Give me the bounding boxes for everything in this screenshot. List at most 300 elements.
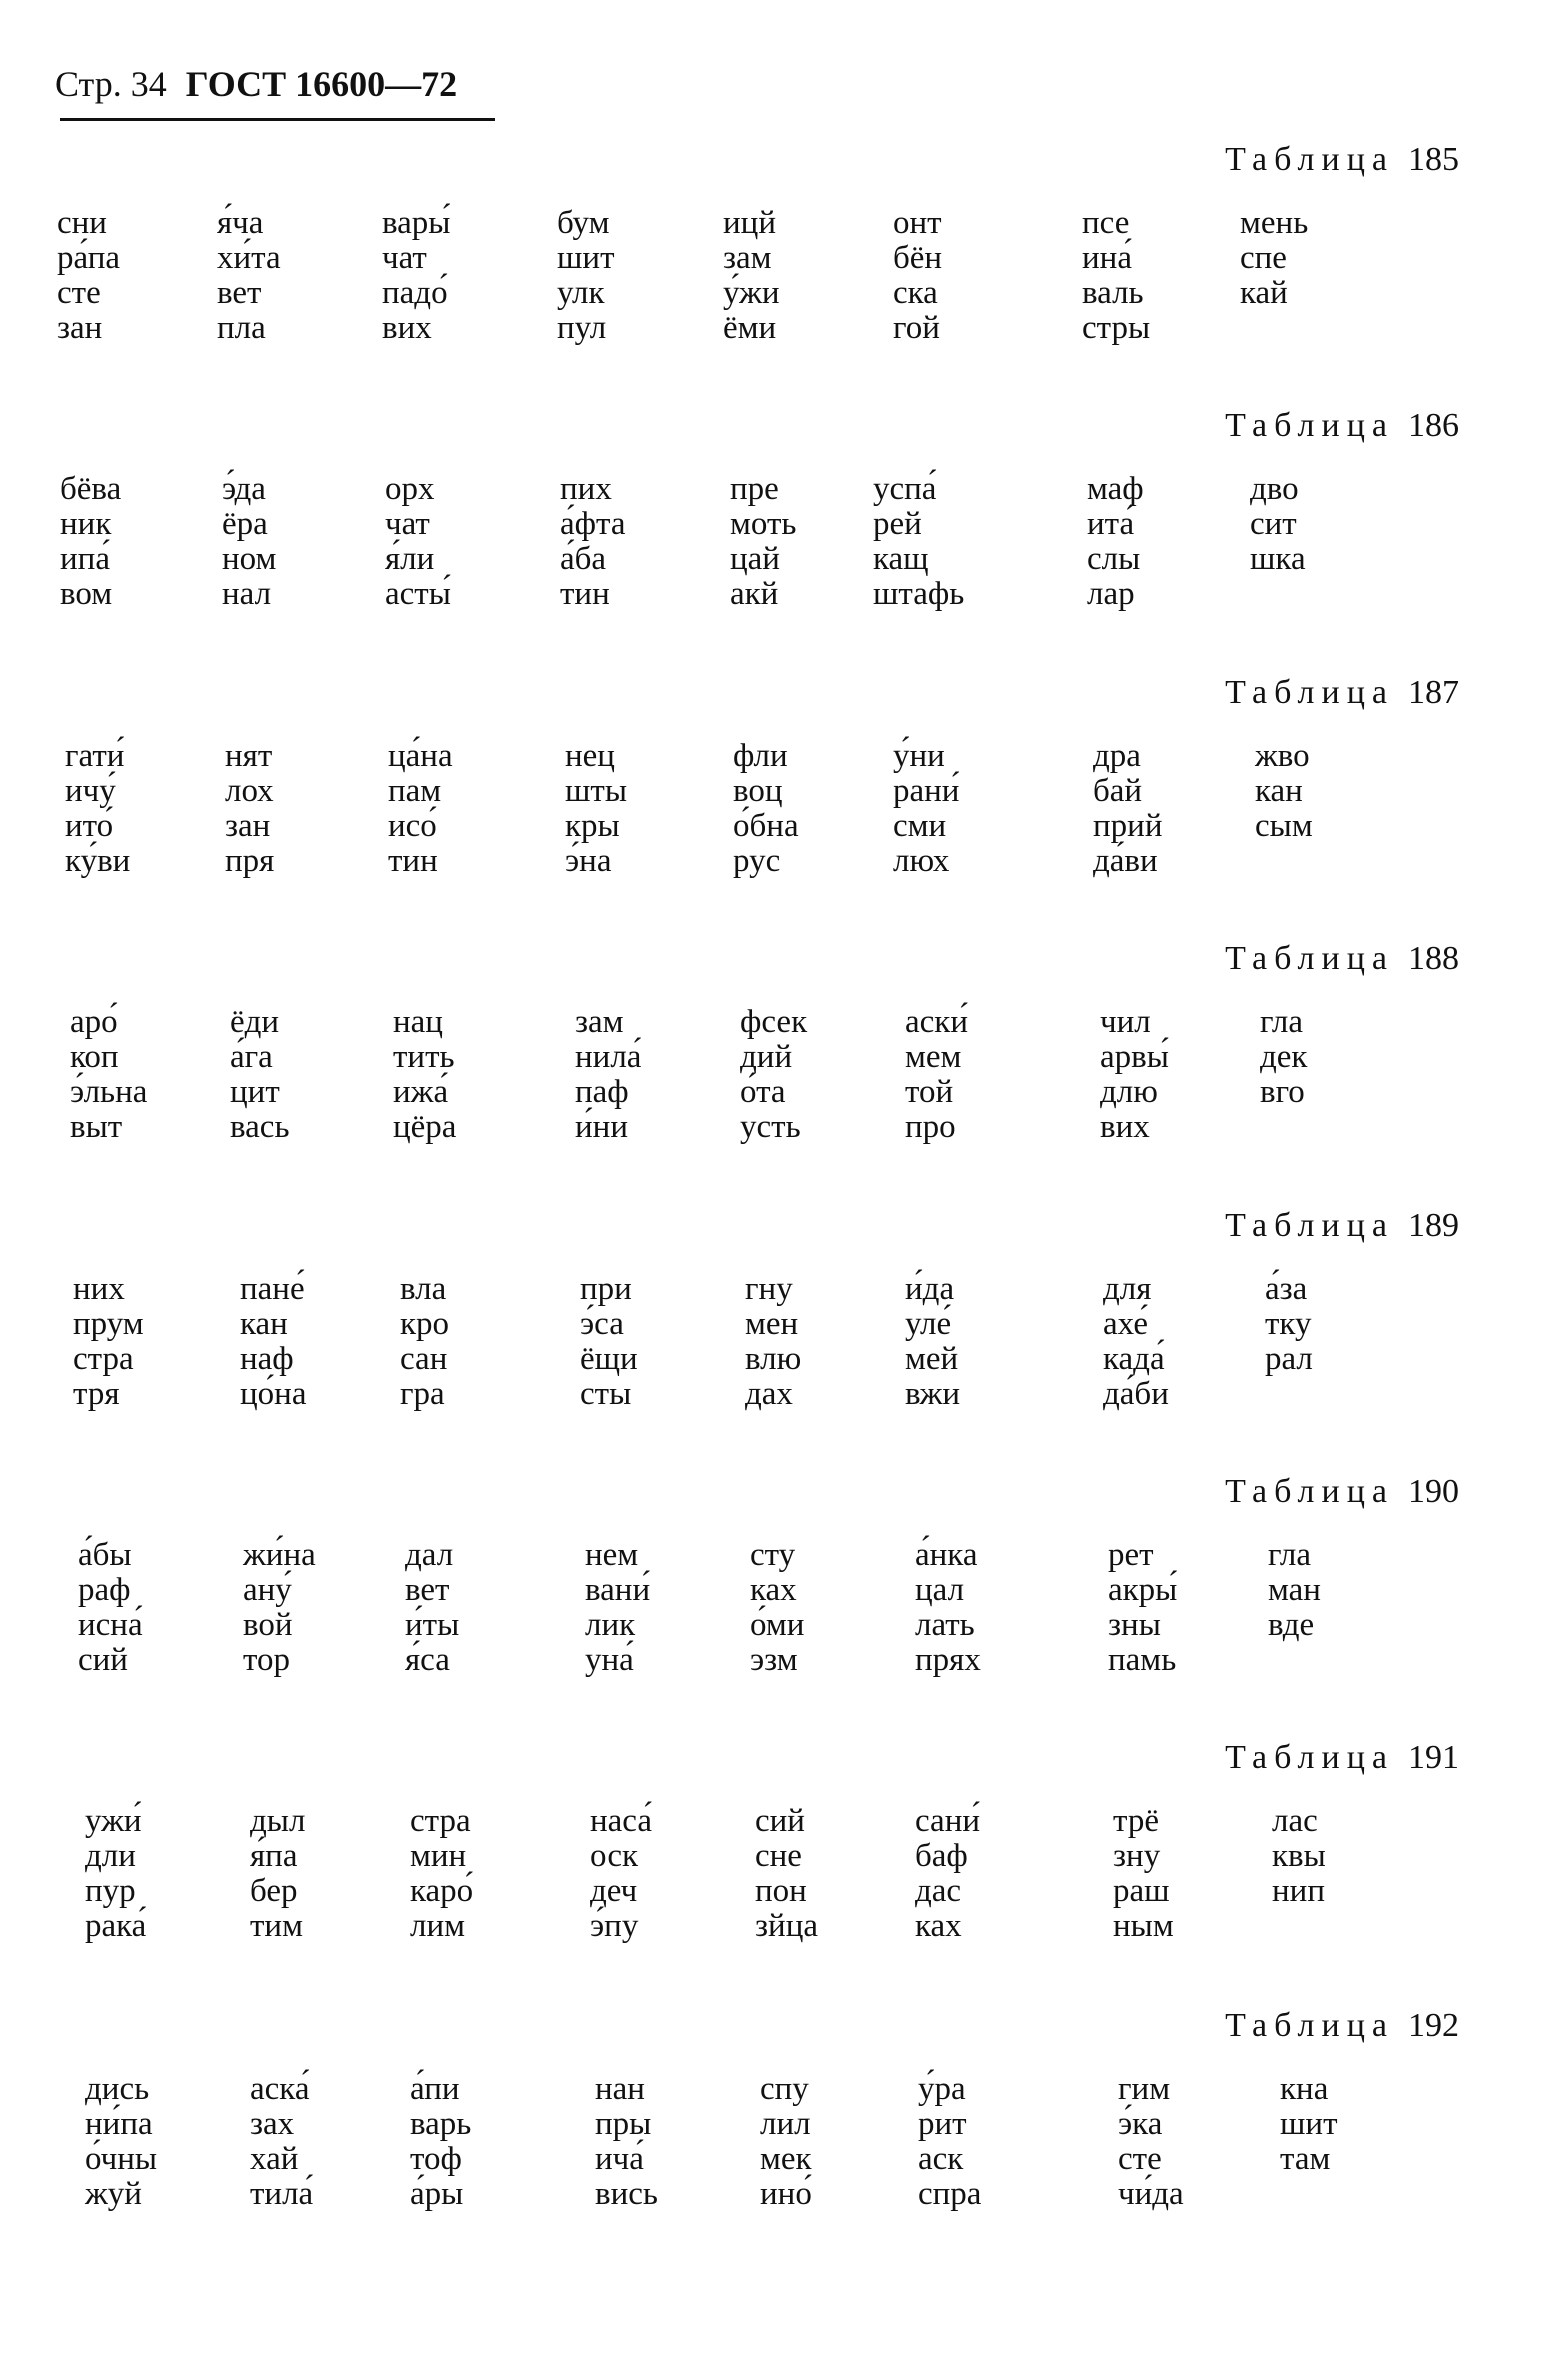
word-item: аск	[918, 2141, 964, 2177]
word-item: нац	[393, 1004, 443, 1040]
word-item: вде	[1268, 1607, 1315, 1643]
word-item: у́жи	[723, 275, 780, 311]
word-item: дыл	[250, 1803, 306, 1839]
word-column	[65, 739, 130, 879]
word-column	[60, 472, 121, 612]
word-item: бай	[1093, 773, 1143, 809]
word-column	[595, 2072, 658, 2212]
word-item: про	[905, 1109, 956, 1145]
word-item: гла	[1260, 1004, 1303, 1040]
word-item: зам	[575, 1004, 624, 1040]
word-item: лил	[760, 2106, 811, 2142]
word-item: памь	[1108, 1642, 1177, 1678]
word-column	[70, 1005, 147, 1145]
table-number: 192	[1408, 2007, 1459, 2044]
word-column	[1103, 1272, 1169, 1412]
word-item: гну	[745, 1271, 793, 1307]
word-item: пих	[560, 471, 612, 507]
word-item: для	[1103, 1271, 1152, 1307]
word-item: стра	[73, 1341, 134, 1377]
word-item: ипа́	[60, 541, 110, 577]
word-column	[1108, 1538, 1177, 1678]
word-column	[1082, 206, 1150, 346]
word-item: уна́	[585, 1642, 634, 1678]
word-item: варь	[410, 2106, 472, 2142]
word-item: усть	[740, 1109, 801, 1145]
word-item: я́са	[405, 1642, 450, 1678]
word-item: тин	[560, 576, 610, 612]
word-item: пла	[217, 310, 266, 346]
word-item: моть	[730, 506, 797, 542]
word-item: вла	[400, 1271, 447, 1307]
word-item: рал	[1265, 1341, 1313, 1377]
word-column	[400, 1272, 449, 1412]
word-item: дра	[1093, 738, 1141, 774]
word-item: рус	[733, 843, 781, 879]
word-item: а́ры	[410, 2176, 464, 2212]
word-item: када́	[1103, 1341, 1165, 1377]
word-column	[240, 1272, 306, 1412]
page-header	[55, 62, 457, 106]
word-column	[1268, 1538, 1321, 1643]
word-item: гой	[893, 310, 940, 346]
word-column	[1255, 739, 1313, 844]
word-item: ни́па	[85, 2106, 153, 2142]
word-item: чи́да	[1118, 2176, 1184, 2212]
word-item: псе	[1082, 205, 1130, 241]
word-item: кна	[1280, 2071, 1329, 2107]
word-item: коп	[70, 1039, 119, 1075]
word-item: дий	[740, 1039, 793, 1075]
word-item: уле́	[905, 1306, 952, 1342]
word-item: э́ка	[1118, 2106, 1163, 2142]
word-item: ита́	[1087, 506, 1135, 542]
word-item: ичу́	[65, 773, 116, 809]
table-label: Таблица	[1225, 407, 1394, 444]
word-item: пул	[557, 310, 607, 346]
word-item: деч	[590, 1873, 638, 1909]
word-item: цо́на	[240, 1376, 307, 1412]
word-item: мень	[1240, 205, 1309, 241]
word-item: ку́ви	[65, 843, 131, 879]
word-item: мей	[905, 1341, 959, 1377]
word-item: наф	[240, 1341, 294, 1377]
word-item: вих	[1100, 1109, 1150, 1145]
word-item: той	[905, 1074, 954, 1110]
word-column	[755, 1804, 818, 1944]
word-item: стра	[410, 1803, 471, 1839]
table-label: Таблица	[1225, 1207, 1394, 1244]
word-column	[730, 472, 796, 612]
word-item: ёщи	[580, 1341, 638, 1377]
word-item: вани́	[585, 1572, 651, 1608]
word-item: ицй	[723, 205, 776, 241]
word-column	[585, 1538, 650, 1678]
word-item: стры	[1082, 310, 1151, 346]
word-item: шты	[565, 773, 628, 809]
word-item: дись	[85, 2071, 150, 2107]
table-number: 187	[1408, 674, 1459, 711]
word-item: зам	[723, 240, 772, 276]
word-item: бён	[893, 240, 943, 276]
word-column	[575, 1005, 641, 1145]
word-column	[745, 1272, 801, 1412]
word-item: а́ба	[560, 541, 607, 577]
word-item: вась	[230, 1109, 290, 1145]
word-item: пон	[755, 1873, 807, 1909]
word-item: бёва	[60, 471, 122, 507]
word-item: сте	[1118, 2141, 1162, 2177]
word-column	[905, 1272, 960, 1412]
word-item: трё	[1113, 1803, 1159, 1839]
word-column	[393, 1005, 456, 1145]
word-item: длю	[1100, 1074, 1158, 1110]
word-item: а́бы	[78, 1537, 132, 1573]
word-item: э́са	[580, 1306, 624, 1342]
word-column	[410, 1804, 473, 1944]
word-item: ану́	[243, 1572, 292, 1608]
table-label: Таблица	[1225, 940, 1394, 977]
word-column	[1250, 472, 1306, 577]
word-item: маф	[1087, 471, 1144, 507]
word-column	[85, 2072, 157, 2212]
word-item: тин	[388, 843, 438, 879]
word-column	[217, 206, 281, 346]
word-item: кай	[1240, 275, 1288, 311]
word-item: вет	[405, 1572, 450, 1608]
word-item: у́ра	[918, 2071, 966, 2107]
word-item: ца́на	[388, 738, 453, 774]
word-item: при	[580, 1271, 632, 1307]
word-item: пря	[225, 843, 275, 879]
word-item: и́ты	[405, 1607, 460, 1643]
word-item: гати́	[65, 738, 125, 774]
word-column	[57, 206, 120, 346]
word-item: воц	[733, 773, 783, 809]
word-item: тила́	[250, 2176, 314, 2212]
table-number: 191	[1408, 1739, 1459, 1776]
word-column	[1087, 472, 1144, 612]
word-column	[85, 1804, 146, 1944]
word-column	[250, 1804, 305, 1944]
word-item: выт	[70, 1109, 123, 1145]
header-underline	[60, 118, 495, 121]
word-item: ёра	[222, 506, 268, 542]
word-column	[740, 1005, 807, 1145]
word-item: вго	[1260, 1074, 1305, 1110]
word-item: асты́	[385, 576, 451, 612]
word-item: тря	[73, 1376, 120, 1412]
word-item: шка	[1250, 541, 1306, 577]
word-item: наса́	[590, 1803, 653, 1839]
word-item: сту	[750, 1537, 796, 1573]
word-item: зйца	[755, 1908, 819, 1944]
word-item: ник	[60, 506, 112, 542]
word-item: аски́	[905, 1004, 968, 1040]
word-column	[405, 1538, 459, 1678]
word-column	[73, 1272, 144, 1412]
word-item: сми	[893, 808, 947, 844]
word-item: ным	[1113, 1908, 1174, 1944]
word-item: дли	[85, 1838, 136, 1874]
word-item: дек	[1260, 1039, 1308, 1075]
word-item: ном	[222, 541, 277, 577]
word-item: прий	[1093, 808, 1163, 844]
word-column	[873, 472, 964, 612]
word-item: гра	[400, 1376, 445, 1412]
word-item: дас	[915, 1873, 962, 1909]
word-item: вет	[217, 275, 262, 311]
standard-code: ГОСТ 16600—72	[185, 64, 458, 104]
word-column	[893, 206, 942, 346]
word-item: чат	[382, 240, 427, 276]
word-item: раф	[78, 1572, 131, 1608]
table-title	[1225, 1206, 1459, 1246]
word-item: спу	[760, 2071, 809, 2107]
word-item: ёди	[230, 1004, 280, 1040]
word-item: зах	[250, 2106, 295, 2142]
word-item: лох	[225, 773, 274, 809]
word-item: нал	[222, 576, 272, 612]
word-item: ска	[893, 275, 938, 311]
word-item: влю	[745, 1341, 802, 1377]
word-item: а́фта	[560, 506, 626, 542]
word-item: чил	[1100, 1004, 1151, 1040]
word-item: спе	[1240, 240, 1287, 276]
word-item: фли	[733, 738, 788, 774]
word-item: чат	[385, 506, 430, 542]
word-item: слы	[1087, 541, 1141, 577]
word-item: прум	[73, 1306, 144, 1342]
word-column	[580, 1272, 638, 1412]
table-label: Таблица	[1225, 2007, 1394, 2044]
word-item: оск	[590, 1838, 639, 1874]
table-label: Таблица	[1225, 1739, 1394, 1776]
word-item: вары́	[382, 205, 451, 241]
word-column	[1280, 2072, 1338, 2177]
word-item: кро	[400, 1306, 450, 1342]
word-column	[590, 1804, 652, 1944]
word-item: мем	[905, 1039, 962, 1075]
word-column	[905, 1005, 968, 1145]
word-item: да́ви	[1093, 843, 1158, 879]
word-item: я́ча	[217, 205, 264, 241]
word-item: кры	[565, 808, 620, 844]
word-item: рет	[1108, 1537, 1154, 1573]
word-column	[918, 2072, 981, 2212]
word-item: бум	[557, 205, 610, 241]
word-item: пры	[595, 2106, 652, 2142]
word-item: зну	[1113, 1838, 1161, 1874]
word-item: акй	[730, 576, 779, 612]
word-item: рит	[918, 2106, 967, 2142]
word-item: кан	[240, 1306, 288, 1342]
word-item: о́ми	[750, 1607, 805, 1643]
word-item: гим	[1118, 2071, 1171, 2107]
word-item: улк	[557, 275, 605, 311]
word-column	[1113, 1804, 1174, 1944]
word-item: тор	[243, 1642, 290, 1678]
word-item: о́чны	[85, 2141, 158, 2177]
word-item: сий	[755, 1803, 805, 1839]
table-title	[1225, 939, 1459, 979]
word-item: лать	[915, 1607, 975, 1643]
word-column	[222, 472, 276, 612]
word-item: квы	[1272, 1838, 1326, 1874]
word-item: сте	[57, 275, 101, 311]
table-number: 185	[1408, 141, 1459, 178]
table-title	[1225, 406, 1459, 446]
word-item: нила́	[575, 1039, 642, 1075]
word-column	[915, 1538, 981, 1678]
word-item: акры́	[1108, 1572, 1178, 1608]
word-item: фсек	[740, 1004, 808, 1040]
table-title	[1225, 1472, 1459, 1512]
word-item: а́га	[230, 1039, 273, 1075]
word-item: мин	[410, 1838, 467, 1874]
word-item: ра́па	[57, 240, 121, 276]
word-item: кан	[1255, 773, 1303, 809]
word-item: вой	[243, 1607, 293, 1643]
word-item: спра	[918, 2176, 982, 2212]
word-item: хай	[250, 2141, 299, 2177]
word-item: ино́	[760, 2176, 812, 2212]
word-item: ман	[1268, 1572, 1321, 1608]
word-item: паф	[575, 1074, 629, 1110]
word-item: лим	[410, 1908, 466, 1944]
word-item: хи́та	[217, 240, 281, 276]
word-item: зан	[225, 808, 271, 844]
word-item: сне	[755, 1838, 802, 1874]
word-item: жи́на	[243, 1537, 316, 1573]
word-item: а́пи	[410, 2071, 460, 2107]
word-item: сит	[1250, 506, 1297, 542]
word-item: а́за	[1265, 1271, 1308, 1307]
table-number: 186	[1408, 407, 1459, 444]
word-item: нят	[225, 738, 273, 774]
word-item: о́бна	[733, 808, 799, 844]
word-item: лик	[585, 1607, 636, 1643]
table-title	[1225, 2006, 1459, 2046]
word-item: кащ	[873, 541, 929, 577]
word-item: мен	[745, 1306, 799, 1342]
word-item: ича́	[595, 2141, 644, 2177]
word-item: цал	[915, 1572, 965, 1608]
word-item: там	[1280, 2141, 1331, 2177]
word-item: люх	[893, 843, 950, 879]
word-item: шит	[557, 240, 615, 276]
word-column	[250, 2072, 313, 2212]
word-item: исна́	[78, 1607, 143, 1643]
word-item: я́па	[250, 1838, 298, 1874]
page-number: Стр. 34	[55, 64, 167, 104]
word-item: нем	[585, 1537, 639, 1573]
word-item: лар	[1087, 576, 1135, 612]
word-item: онт	[893, 205, 942, 241]
word-item: тоф	[410, 2141, 462, 2177]
word-item: ахе́	[1103, 1306, 1148, 1342]
word-column	[1260, 1005, 1307, 1110]
word-item: ина́	[1082, 240, 1132, 276]
word-column	[388, 739, 453, 879]
word-item: лас	[1272, 1803, 1318, 1839]
word-item: цит	[230, 1074, 280, 1110]
word-column	[1118, 2072, 1184, 2212]
word-item: рака́	[85, 1908, 147, 1944]
word-item: каро́	[410, 1873, 474, 1909]
word-item: эзм	[750, 1642, 798, 1678]
word-column	[1100, 1005, 1169, 1145]
table-label: Таблица	[1225, 141, 1394, 178]
word-column	[1272, 1804, 1326, 1909]
table-label: Таблица	[1225, 1473, 1394, 1510]
word-item: э́да	[222, 471, 266, 507]
word-item: пам	[388, 773, 442, 809]
word-item: рани́	[893, 773, 960, 809]
word-item: нец	[565, 738, 615, 774]
word-item: и́ни	[575, 1109, 628, 1145]
word-column	[382, 206, 450, 346]
word-column	[410, 2072, 471, 2212]
table-title	[1225, 1738, 1459, 1778]
word-item: сани́	[915, 1803, 981, 1839]
table-label: Таблица	[1225, 674, 1394, 711]
word-item: дво	[1250, 471, 1299, 507]
word-item: пре	[730, 471, 779, 507]
word-item: ужи́	[85, 1803, 142, 1839]
word-column	[243, 1538, 316, 1678]
word-item: орх	[385, 471, 435, 507]
word-column	[723, 206, 780, 346]
word-item: сни	[57, 205, 107, 241]
word-item: успа́	[873, 471, 937, 507]
word-item: ижа́	[393, 1074, 449, 1110]
word-item: зан	[57, 310, 103, 346]
word-item: зны	[1108, 1607, 1161, 1643]
word-item: валь	[1082, 275, 1144, 311]
word-item: них	[73, 1271, 125, 1307]
word-column	[893, 739, 959, 879]
word-item: тим	[250, 1908, 303, 1944]
word-item: арвы́	[1100, 1039, 1169, 1075]
word-item: нан	[595, 2071, 645, 2107]
word-item: сты	[580, 1376, 632, 1412]
word-item: штафь	[873, 576, 965, 612]
word-column	[760, 2072, 812, 2212]
word-item: ёми	[723, 310, 777, 346]
table-number: 188	[1408, 940, 1459, 977]
table-title	[1225, 673, 1459, 713]
word-item: исо́	[388, 808, 437, 844]
word-item: рей	[873, 506, 922, 542]
word-column	[915, 1804, 980, 1944]
word-item: прях	[915, 1642, 981, 1678]
word-column	[565, 739, 627, 879]
word-item: вих	[382, 310, 432, 346]
word-item: у́ни	[893, 738, 945, 774]
word-item: и́да	[905, 1271, 955, 1307]
word-item: аска́	[250, 2071, 310, 2107]
word-column	[750, 1538, 804, 1678]
word-item: цай	[730, 541, 780, 577]
word-item: сым	[1255, 808, 1313, 844]
word-item: о́та	[740, 1074, 786, 1110]
word-item: жво	[1255, 738, 1310, 774]
word-column	[1265, 1272, 1313, 1377]
word-column	[230, 1005, 290, 1145]
word-column	[225, 739, 274, 879]
word-item: дал	[405, 1537, 454, 1573]
